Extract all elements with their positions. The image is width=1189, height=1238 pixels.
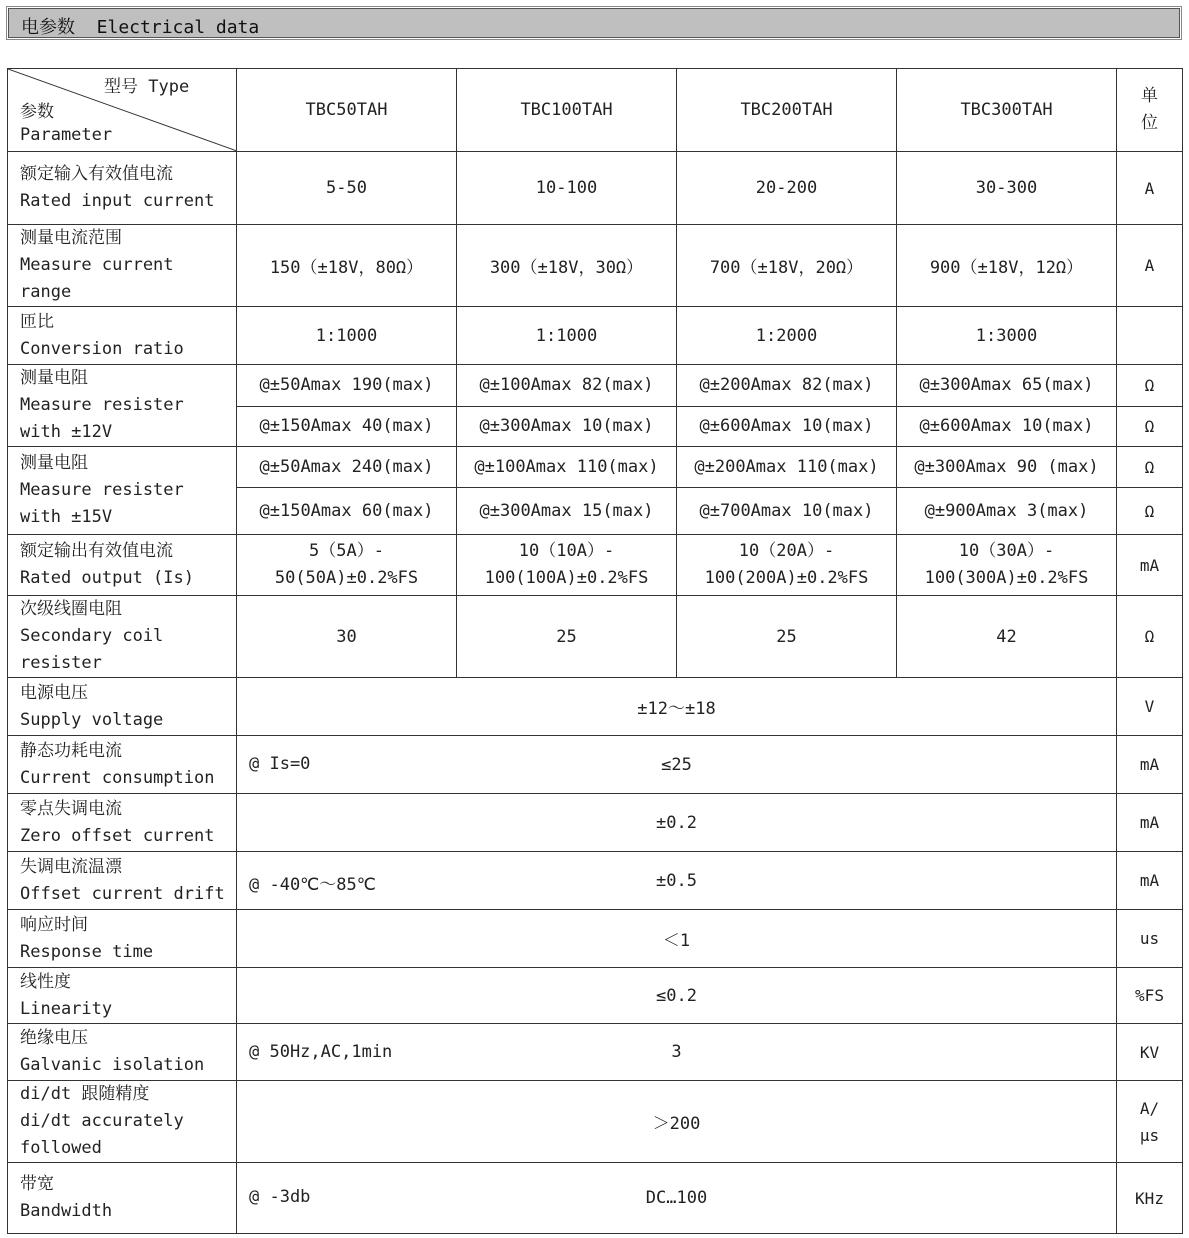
param-zh: 电源电压 [20, 682, 88, 703]
unit-line: μs [1139, 1125, 1160, 1145]
unit-cell: V [1117, 678, 1183, 736]
param-current-consumption [8, 736, 237, 794]
unit-cell: Ω [1117, 365, 1183, 407]
param-en: di/dt accurately [20, 1111, 184, 1131]
param-en: Supply voltage [20, 709, 164, 730]
merged-value-cell [237, 736, 1117, 794]
row-secondary-coil [8, 596, 1183, 678]
value-cell: @±50Amax 190(max) [237, 365, 457, 407]
model-header-3: TBC200TAH [677, 69, 897, 152]
condition-note: @ -3db [249, 1187, 311, 1207]
unit-line: A/ [1139, 1098, 1160, 1118]
type-label: 型号 Type [104, 77, 190, 97]
value-line: 100(100A)±0.2%FS [484, 568, 649, 588]
param-zh-label: 参数 [20, 102, 54, 122]
row-galvanic-isolation [8, 1024, 1183, 1081]
merged-value-cell [237, 1024, 1117, 1081]
value-cell [457, 535, 677, 596]
merged-value: DC…100 [645, 1188, 708, 1208]
param-en: Galvanic isolation [20, 1055, 205, 1075]
electrical-data-table [7, 68, 1183, 1234]
value-cell: 25 [457, 596, 677, 678]
unit-cell: mA [1117, 535, 1183, 596]
value-cell: 300（±18V，30Ω） [457, 225, 677, 307]
value-line: 5（5A）- [309, 541, 384, 561]
param-supply-voltage [8, 678, 237, 736]
param-measure-range [8, 225, 237, 307]
param-zero-offset [8, 794, 237, 852]
value-cell: 42 [897, 596, 1117, 678]
param-conversion-ratio [8, 307, 237, 365]
merged-value-cell: ±0.2 [237, 794, 1117, 852]
merged-value-cell: ＜1 [237, 910, 1117, 968]
value-cell: @±200Amax 110(max) [677, 447, 897, 488]
value-cell: @±700Amax 10(max) [677, 488, 897, 535]
param-en: with ±12V [20, 422, 113, 442]
param-zh: 额定输入有效值电流 [20, 164, 173, 184]
value-cell: 900（±18V，12Ω） [897, 225, 1117, 307]
param-en: Bandwidth [20, 1201, 113, 1221]
unit-cell: mA [1117, 852, 1183, 910]
param-en: Measure current [20, 255, 174, 275]
condition-note: @ -40℃～85℃ [249, 875, 376, 895]
merged-value: ±12～±18 [637, 699, 716, 719]
param-linearity [8, 968, 237, 1024]
param-rated-output [8, 535, 237, 596]
unit-cell: Ω [1117, 447, 1183, 488]
param-zh: 测量电阻 [20, 368, 88, 388]
param-en: Rated output (Is) [20, 568, 194, 588]
row-conversion-ratio [8, 307, 1183, 365]
param-en: Measure resister [20, 395, 184, 415]
header-row [8, 69, 1183, 152]
unit-cell: us [1117, 910, 1183, 968]
param-en: Response time [20, 941, 154, 962]
value-cell [677, 535, 897, 596]
value-cell: @±300Amax 15(max) [457, 488, 677, 535]
value-cell [237, 535, 457, 596]
merged-value-cell [237, 678, 1117, 736]
value-cell: 1:3000 [897, 307, 1117, 365]
condition-note: @ 50Hz,AC,1min [249, 1042, 393, 1062]
value-line: 10（10A）- [518, 541, 615, 561]
param-zh: 线性度 [20, 971, 71, 992]
unit-header-2: 位 [1141, 113, 1158, 133]
param-zh: 失调电流温漂 [20, 856, 122, 877]
value-cell: 10-100 [457, 152, 677, 225]
row-resister-12-a [8, 365, 1183, 407]
value-cell: @±300Amax 10(max) [457, 406, 677, 447]
row-rated-input [8, 152, 1183, 225]
value-cell: @±900Amax 3(max) [897, 488, 1117, 535]
value-line: 100(200A)±0.2%FS [704, 568, 869, 588]
param-en: Offset current drift [20, 883, 225, 904]
value-cell: @±50Amax 240(max) [237, 447, 457, 488]
header-diagonal-cell [8, 69, 237, 152]
value-cell: @±100Amax 82(max) [457, 365, 677, 407]
value-cell: 30 [237, 596, 457, 678]
value-cell: 150（±18V，80Ω） [237, 225, 457, 307]
param-en: Current consumption [20, 767, 215, 788]
value-cell: 1:1000 [457, 307, 677, 365]
param-en: Measure resister [20, 480, 184, 500]
unit-cell [1117, 307, 1183, 365]
row-bandwidth [8, 1163, 1183, 1234]
param-zh: di/dt 跟随精度 [20, 1084, 150, 1104]
param-en: with ±15V [20, 507, 113, 527]
param-en: Rated input current [20, 191, 215, 211]
merged-value: ±0.5 [656, 870, 697, 891]
value-cell: @±600Amax 10(max) [677, 406, 897, 447]
row-rated-output [8, 535, 1183, 596]
unit-cell: mA [1117, 794, 1183, 852]
param-zh: 绝缘电压 [20, 1028, 88, 1048]
param-zh: 测量电流范围 [20, 228, 122, 248]
param-galvanic-isolation [8, 1024, 237, 1081]
unit-cell: A [1117, 152, 1183, 225]
unit-cell: Ω [1117, 596, 1183, 678]
param-response-time [8, 910, 237, 968]
row-resister-15-a [8, 447, 1183, 488]
param-secondary-coil [8, 596, 237, 678]
row-response-time [8, 910, 1183, 968]
merged-value-cell: ≤0.2 [237, 968, 1117, 1024]
model-header-2: TBC100TAH [457, 69, 677, 152]
unit-header [1117, 69, 1183, 152]
value-cell: 1:2000 [677, 307, 897, 365]
section-title: 电参数 Electrical data [21, 17, 260, 38]
model-header-1: TBC50TAH [237, 69, 457, 152]
param-en: Secondary coil [20, 626, 164, 646]
value-cell: @±150Amax 60(max) [237, 488, 457, 535]
row-zero-offset [8, 794, 1183, 852]
param-en: Linearity [20, 998, 113, 1019]
param-zh: 次级线圈电阻 [20, 599, 122, 619]
param-en: resister [20, 653, 102, 673]
value-cell: @±600Amax 10(max) [897, 406, 1117, 447]
value-line: 50(50A)±0.2%FS [274, 568, 419, 588]
value-cell: 25 [677, 596, 897, 678]
param-bandwidth [8, 1163, 237, 1234]
unit-cell: A [1117, 225, 1183, 307]
unit-cell: Ω [1117, 488, 1183, 535]
value-cell: @±200Amax 82(max) [677, 365, 897, 407]
value-cell: @±100Amax 110(max) [457, 447, 677, 488]
param-zh: 带宽 [20, 1174, 54, 1194]
merged-value-cell [237, 852, 1117, 910]
param-en: followed [20, 1138, 102, 1158]
row-measure-range [8, 225, 1183, 307]
param-resister-15 [8, 447, 237, 535]
param-zh: 测量电阻 [20, 453, 88, 473]
unit-header-1: 单 [1141, 86, 1158, 106]
merged-value-cell [237, 1163, 1117, 1234]
value-cell: 5-50 [237, 152, 457, 225]
param-rated-input [8, 152, 237, 225]
param-en: range [20, 282, 72, 302]
value-cell: @±150Amax 40(max) [237, 406, 457, 447]
value-cell: @±300Amax 90 (max) [897, 447, 1117, 488]
param-en: Zero offset current [20, 825, 215, 846]
model-header-4: TBC300TAH [897, 69, 1117, 152]
value-cell: 1:1000 [237, 307, 457, 365]
unit-cell: KV [1117, 1024, 1183, 1081]
unit-cell: %FS [1117, 968, 1183, 1024]
param-zh: 零点失调电流 [20, 798, 122, 819]
row-didt [8, 1081, 1183, 1163]
param-en-label: Parameter [20, 125, 113, 145]
param-zh: 匝比 [20, 311, 54, 332]
param-offset-drift [8, 852, 237, 910]
row-offset-drift [8, 852, 1183, 910]
param-didt [8, 1081, 237, 1163]
merged-value: ≤25 [661, 754, 692, 775]
param-resister-12 [8, 365, 237, 447]
merged-value-cell: ＞200 [237, 1081, 1117, 1163]
value-cell: 700（±18V，20Ω） [677, 225, 897, 307]
value-cell: @±300Amax 65(max) [897, 365, 1117, 407]
row-linearity [8, 968, 1183, 1024]
section-title-bar [8, 8, 1180, 38]
row-supply-voltage [8, 678, 1183, 736]
condition-note: @ Is=0 [249, 754, 311, 774]
unit-cell [1117, 1081, 1183, 1163]
value-line: 10（20A）- [738, 541, 835, 561]
unit-cell: Ω [1117, 406, 1183, 447]
unit-cell: KHz [1117, 1163, 1183, 1234]
param-zh: 额定输出有效值电流 [20, 541, 173, 561]
param-zh: 响应时间 [20, 914, 88, 935]
row-current-consumption [8, 736, 1183, 794]
value-line: 100(300A)±0.2%FS [924, 568, 1089, 588]
merged-value: 3 [671, 1042, 682, 1062]
value-cell: 20-200 [677, 152, 897, 225]
value-cell [897, 535, 1117, 596]
param-en: Conversion ratio [20, 338, 184, 359]
value-cell: 30-300 [897, 152, 1117, 225]
unit-cell: mA [1117, 736, 1183, 794]
param-zh: 静态功耗电流 [20, 740, 122, 761]
value-line: 10（30A）- [958, 541, 1055, 561]
